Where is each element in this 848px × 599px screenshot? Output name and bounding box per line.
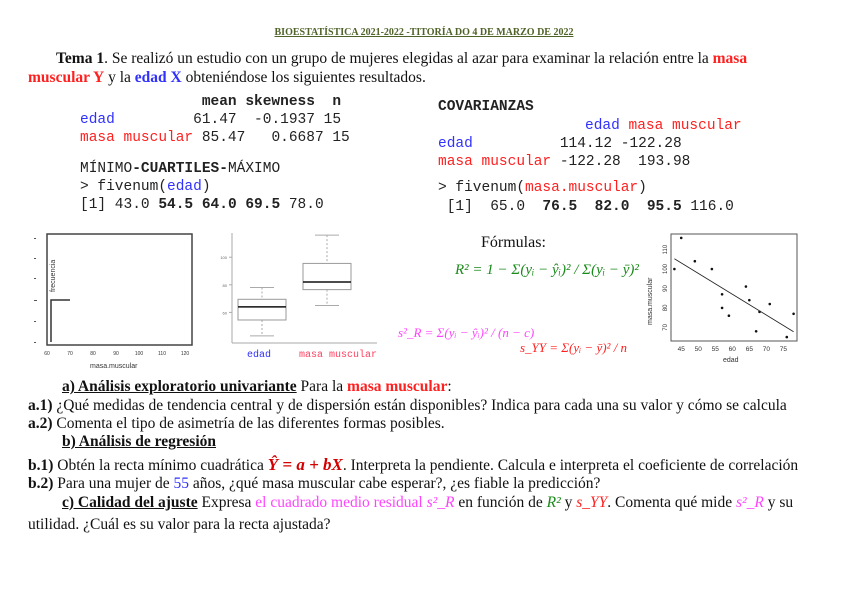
pad (473, 136, 560, 152)
histogram-plot (30, 225, 220, 370)
group-label-masa: masa muscular (299, 350, 378, 361)
x-tick-label: 80 (90, 351, 96, 357)
fivenum-edad-cmd (80, 179, 211, 195)
y-tick-label: 100 (663, 264, 669, 275)
y-tick-label: 80 (222, 282, 227, 288)
y-tick-label: 110 (663, 244, 669, 255)
data-point (748, 299, 751, 302)
question-a2 (28, 415, 445, 433)
r2-symbol: R² (546, 494, 561, 511)
x-tick-label: 70 (67, 351, 73, 357)
cmd-var: masa.muscular (525, 180, 639, 196)
topic-title: Tema 1 (56, 50, 105, 67)
boxplot (222, 228, 382, 363)
t: y su (763, 494, 794, 511)
data-point (721, 307, 724, 310)
row-label: edad (438, 136, 473, 152)
q-text: Para una mujer de (53, 475, 174, 492)
section-b-title: b) Análisis de regresión (62, 433, 217, 450)
scatter-plot (643, 230, 803, 365)
intro-mid: y la (104, 69, 135, 86)
col: edad (585, 118, 620, 134)
t: en función de (454, 494, 547, 511)
r-min: [1] 65.0 (438, 199, 543, 215)
x-axis-label: edad (723, 357, 739, 364)
intro-line-1 (56, 50, 747, 68)
q-text: . Interpreta la pendiente. Calcula e interpreta el coeficiente de correlación (342, 457, 799, 474)
cmd: > fivenum( (438, 180, 526, 196)
x-tick-label: 90 (113, 351, 119, 357)
sr2-symbol: s²_R (426, 494, 455, 511)
cmd-var: edad (167, 179, 202, 195)
plot-frame (671, 234, 797, 341)
col: masa muscular (628, 118, 742, 134)
summary-row-edad (80, 112, 341, 128)
section-b (62, 433, 216, 451)
section-c-line-2: utilidad. ¿Cuál es su valor para la recta ajustada? (28, 516, 331, 533)
data-point (673, 268, 676, 271)
data-point (711, 268, 714, 271)
x-tick-label: 75 (779, 346, 787, 353)
data-point (755, 330, 758, 333)
y-axis-label: frecuencia (50, 259, 57, 292)
document-header: BIOESTATÍSTICA 2021-2022 -TITORÍA DO 4 DE MARZO DE 2022 (274, 27, 574, 38)
row-values: 61.47 -0.1937 15 (114, 112, 342, 128)
x-tick-label: 65 (745, 346, 753, 353)
box-1 (303, 263, 351, 289)
r-quartiles: 76.5 82.0 95.5 (542, 199, 682, 215)
r-max: 116.0 (681, 199, 734, 215)
plot-frame (47, 234, 192, 345)
var-edad-x: edad X (134, 69, 182, 86)
data-point (728, 314, 731, 317)
t-cuartiles: -CUARTILES- (132, 161, 228, 177)
cov-row-edad (438, 136, 682, 152)
t: . Comenta qué mide (607, 494, 736, 511)
q-label: b.1) (28, 457, 54, 474)
data-point (680, 237, 683, 240)
fivenum-masa-cmd (438, 180, 647, 196)
x-tick-label: 120 (180, 351, 190, 357)
row-label: masa muscular (80, 130, 194, 146)
q-label: a.2) (28, 415, 53, 432)
data-point (792, 312, 795, 315)
y-tick-label: 90 (663, 285, 669, 292)
fivenum-masa-result (438, 199, 734, 215)
data-point (768, 303, 771, 306)
box-0 (238, 299, 286, 320)
t-max: MÁXIMO (227, 161, 281, 177)
question-a1 (28, 397, 787, 415)
fivenum-title (80, 161, 280, 177)
x-tick-label: 70 (762, 346, 770, 353)
group-label-edad: edad (247, 350, 272, 361)
intro-line-2 (28, 69, 426, 87)
t: Para la (296, 378, 348, 395)
y-tick-marks (34, 238, 37, 343)
cov-row-masa (438, 154, 690, 170)
age-value: 55 (173, 475, 190, 492)
regression-line (674, 259, 793, 332)
pad (551, 154, 560, 170)
intro-end: obteniéndose los siguientes resultados. (181, 69, 426, 86)
x-tick-label: 100 (134, 351, 144, 357)
q-text: ¿Qué medidas de tendencia central y de dispersión están disponibles? Indica para cada una su valor y cómo se calcula (52, 397, 787, 414)
cmd: > fivenum( (80, 179, 168, 195)
var: masa muscular (347, 378, 448, 395)
formulas-title: Fórmulas: (481, 234, 546, 251)
fivenum-edad-result (80, 197, 324, 213)
cov-header (585, 118, 742, 134)
q-text: Obtén la recta mínimo cuadrática (53, 457, 268, 474)
data-point (745, 285, 748, 288)
t: Expresa (197, 494, 256, 511)
var-muscular-y: muscular Y (28, 69, 105, 86)
q-label: a.1) (28, 397, 53, 414)
formula-syy: s_YY = Σ(yᵢ − ȳ)² / n (520, 340, 628, 355)
row-values: 114.12 -122.28 (559, 136, 682, 152)
q-text: Comenta el tipo de asimetría de las diferentes formas posibles. (52, 415, 445, 432)
histogram-bar (51, 300, 70, 342)
x-tick-label: 60 (728, 346, 736, 353)
cmd-close: ) (638, 180, 647, 196)
x-tick-label: 45 (677, 346, 685, 353)
x-tick-label: 110 (158, 351, 166, 357)
y-tick-label: 100 (220, 255, 227, 261)
question-b2 (28, 475, 600, 493)
t: : (447, 378, 452, 395)
t-min: MÍNIMO (80, 161, 133, 177)
row-label: edad (80, 112, 115, 128)
r-quartiles: 54.5 64.0 69.5 (158, 197, 281, 213)
x-tick-label: 55 (711, 346, 719, 353)
section-c-title: c) Calidad del ajuste (62, 494, 198, 511)
sr2-symbol: s²_R (735, 494, 764, 511)
cov-title: COVARIANZAS (438, 99, 534, 115)
intro-text: . Se realizó un estudio con un grupo de mujeres elegidas al azar para examinar la relación entre la (104, 50, 713, 67)
r-min: [1] 43.0 (80, 197, 159, 213)
x-tick-label: 60 (44, 351, 50, 357)
x-axis-label: masa.muscular (90, 363, 138, 370)
y-tick-label: 70 (663, 324, 669, 331)
syy-symbol: s_YY (576, 494, 608, 511)
data-point (721, 293, 724, 296)
row-label: masa muscular (438, 154, 552, 170)
cmd-close: ) (201, 179, 211, 195)
row-values: 85.47 0.6687 15 (193, 130, 350, 146)
summary-row-masa (80, 130, 350, 146)
var-masa: masa (712, 50, 748, 67)
x-tick-label: 50 (694, 346, 702, 353)
t: y (560, 494, 577, 511)
data-point (785, 336, 788, 339)
regression-equation: Ŷ = a + bX (267, 455, 343, 474)
summary-header: mean skewness n (80, 94, 342, 110)
q-label: b.2) (28, 475, 54, 492)
y-tick-label: 80 (663, 304, 669, 312)
y-axis-label: masa.muscular (647, 277, 654, 325)
section-a (62, 378, 452, 396)
section-a-title: a) Análisis exploratorio univariante (62, 378, 297, 395)
t: el cuadrado medio residual (255, 494, 423, 511)
row-values: -122.28 193.98 (559, 154, 691, 170)
data-point (694, 260, 697, 263)
formula-r2: R² = 1 − Σ(yᵢ − ŷᵢ)² / Σ(yᵢ − ȳ)² (455, 262, 639, 278)
question-b1 (28, 455, 798, 475)
section-c (62, 494, 793, 512)
q-text: años, ¿qué masa muscular cabe esperar?, ¿es fiable la predicción? (189, 475, 601, 492)
formula-sr2: s²_R = Σ(yᵢ − ŷᵢ)² / (n − c) (398, 325, 535, 340)
r-max: 78.0 (280, 197, 324, 213)
y-tick-label: 60 (222, 310, 227, 316)
